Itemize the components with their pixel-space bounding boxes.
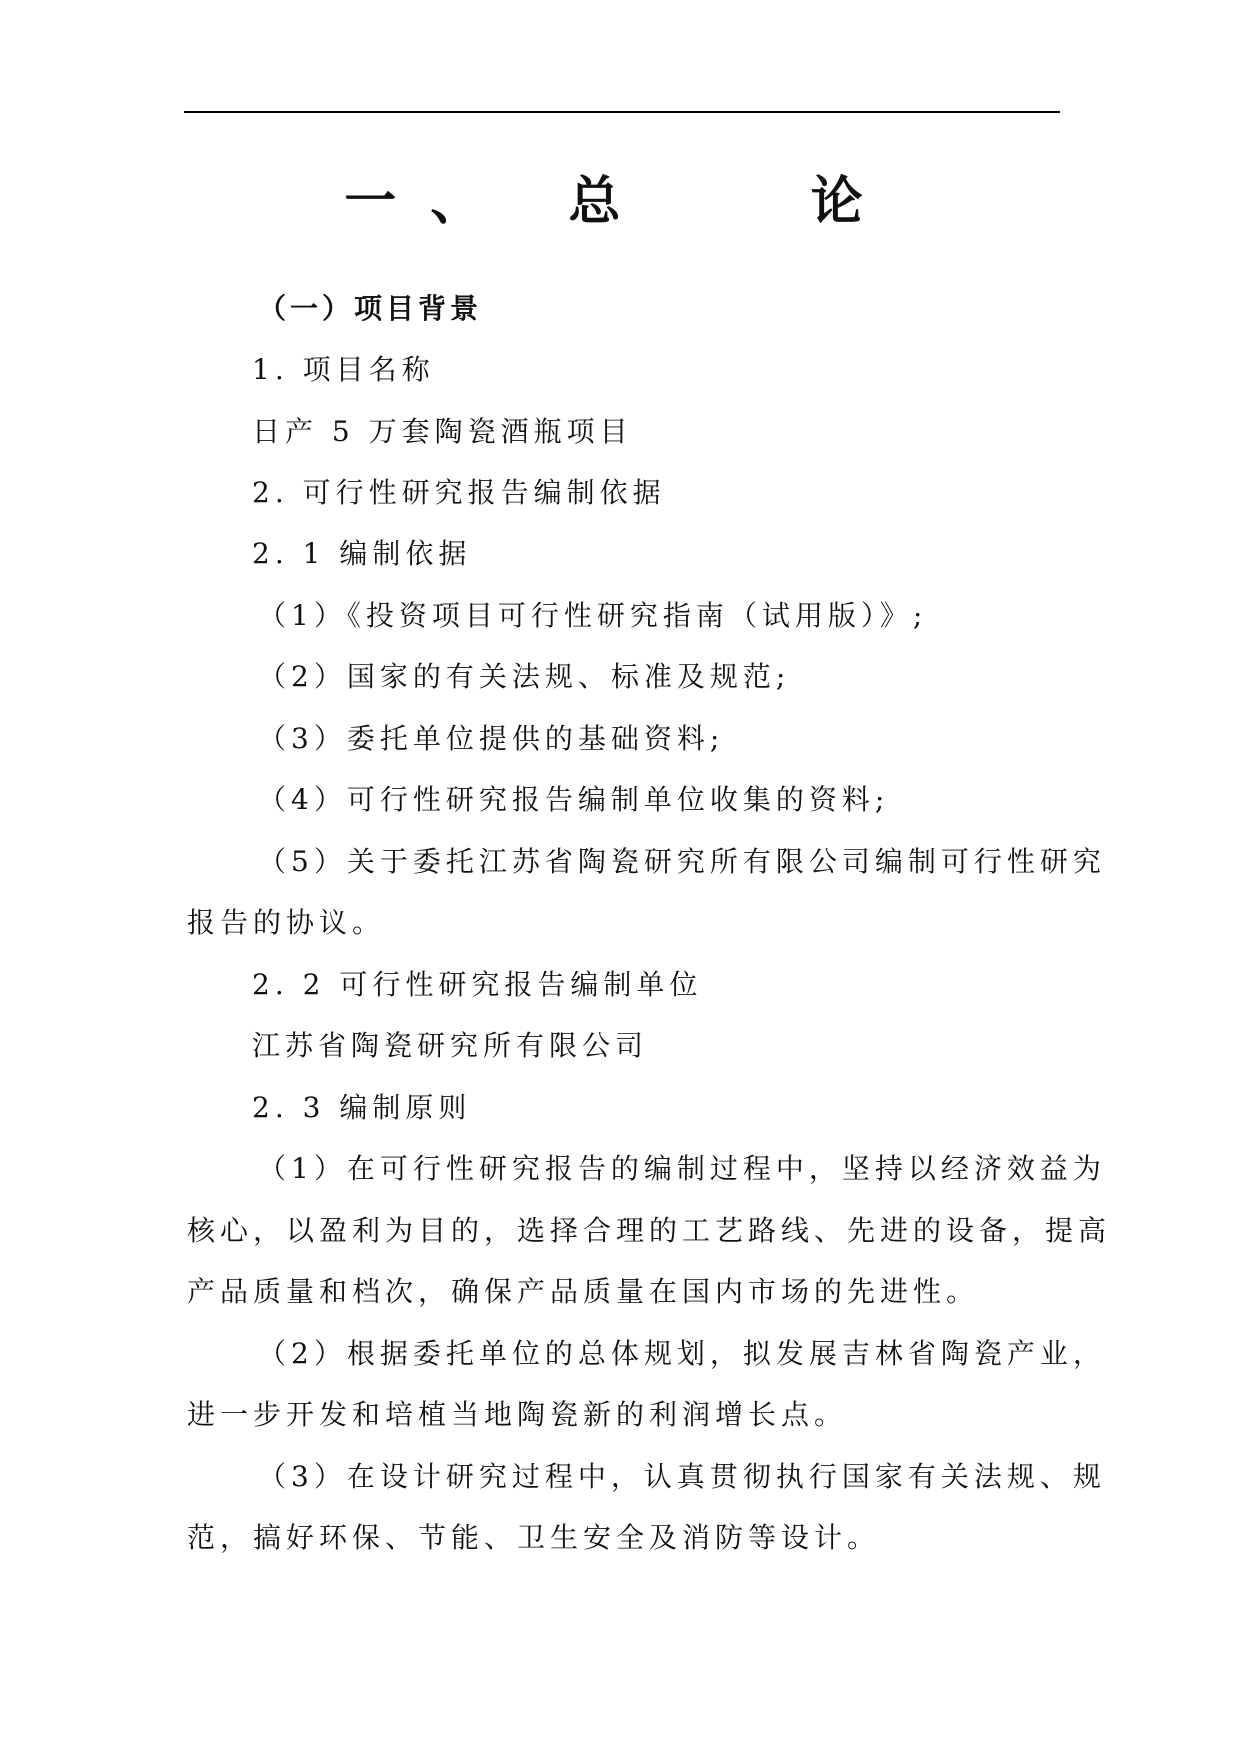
basis-list-item: （1）《投资项目可行性研究指南（试用版）》; <box>258 599 928 632</box>
principle-paragraph-line: （2）根据委托单位的总体规划，拟发展吉林省陶瓷产业， <box>258 1337 1106 1370</box>
principle-paragraph-line: 核心，以盈利为目的，选择合理的工艺路线、先进的设备，提高 <box>187 1214 1112 1247</box>
basis-list-item: （3）委托单位提供的基础资料; <box>258 722 725 755</box>
subitem-title-compiler: 2. 2 可行性研究报告编制单位 <box>252 968 703 1001</box>
header-rule <box>184 111 1060 113</box>
principle-paragraph-line: 范，搞好环保、节能、卫生安全及消防等设计。 <box>187 1521 881 1554</box>
item-title-project-name: 1. 项目名称 <box>252 353 435 386</box>
project-name-value: 日产 5 万套陶瓷酒瓶项目 <box>252 415 633 448</box>
principle-paragraph-line: （1）在可行性研究报告的编制过程中，坚持以经济效益为 <box>258 1152 1106 1185</box>
basis-list-item: （5）关于委托江苏省陶瓷研究所有限公司编制可行性研究 <box>258 845 1106 878</box>
basis-list-item-continuation: 报告的协议。 <box>187 906 386 939</box>
compiler-name-value: 江苏省陶瓷研究所有限公司 <box>252 1029 649 1062</box>
principle-paragraph-line: （3）在设计研究过程中，认真贯彻执行国家有关法规、规 <box>258 1460 1106 1493</box>
principle-paragraph-line: 进一步开发和培植当地陶瓷新的利润增长点。 <box>187 1398 848 1431</box>
item-title-basis: 2. 可行性研究报告编制依据 <box>252 476 666 509</box>
subitem-title-basis: 2. 1 编制依据 <box>252 537 472 570</box>
chapter-title: 一、 总 论 <box>344 172 897 232</box>
principle-paragraph-line: 产品质量和档次，确保产品质量在国内市场的先进性。 <box>187 1275 980 1308</box>
section-heading: （一）项目背景 <box>258 292 483 325</box>
basis-list-item: （2）国家的有关法规、标准及规范; <box>258 660 791 693</box>
subitem-title-principles: 2. 3 编制原则 <box>252 1091 472 1124</box>
basis-list-item: （4）可行性研究报告编制单位收集的资料; <box>258 783 890 816</box>
